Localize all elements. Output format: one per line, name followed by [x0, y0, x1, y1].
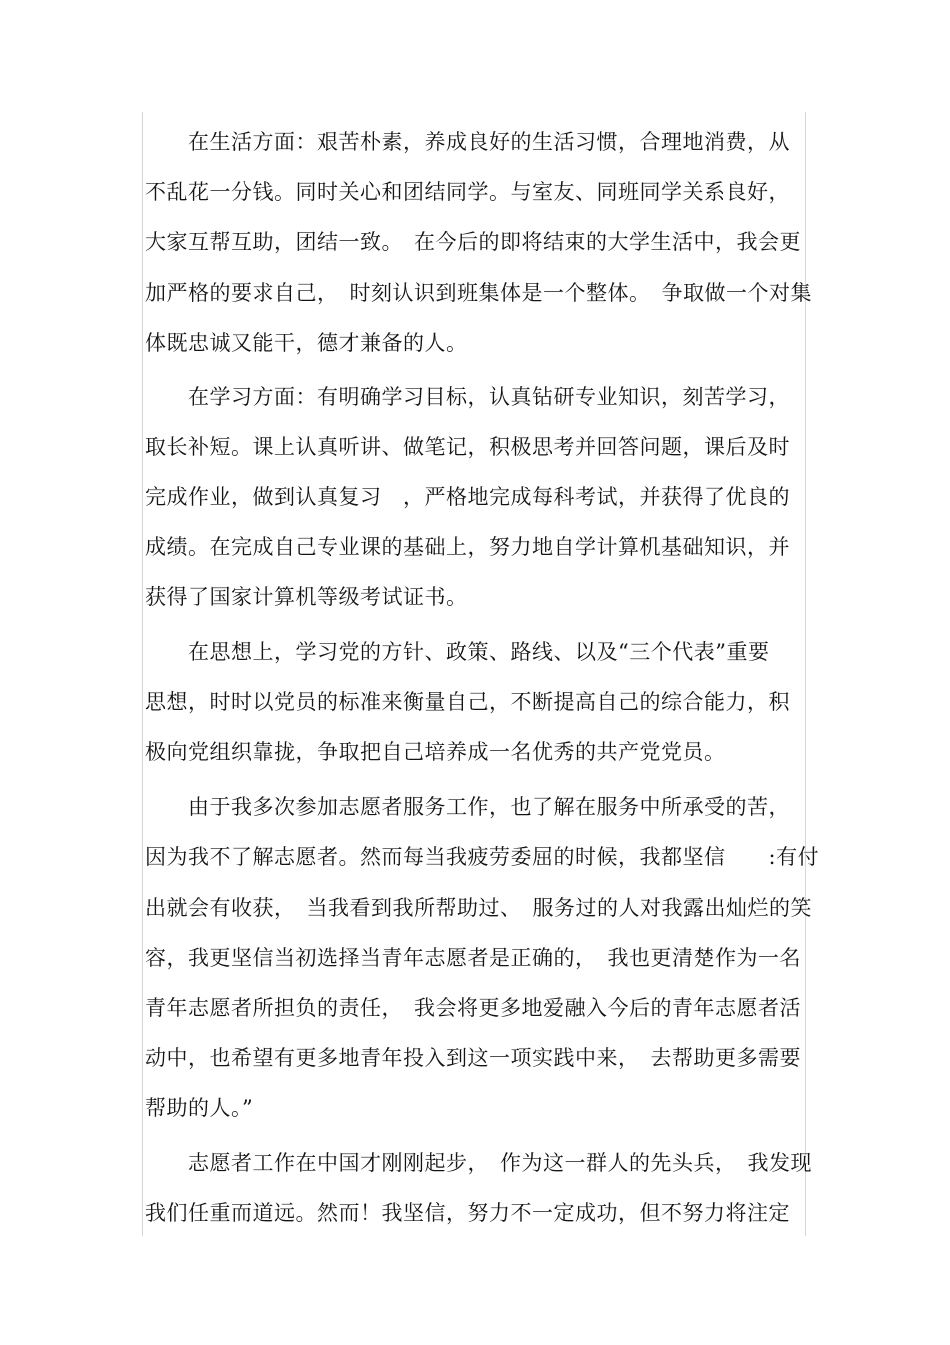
text-line: 获得了国家计算机等级考试证书。	[145, 585, 468, 609]
text-line: 志愿者工作在中国才刚刚起步， 作为这一群人的先头兵， 我发现	[145, 1151, 812, 1175]
text-line: 在生活方面：艰苦朴素，养成良好的生活习惯，合理地消费，从	[145, 130, 790, 154]
text-line: 加严格的要求自己， 时刻认识到班集体是一个整体。 争取做一个对集	[145, 281, 812, 305]
text-line: 由于我多次参加志愿者服务工作，也了解在服务中所承受的苦，	[145, 795, 790, 819]
text-line: 因为我不了解志愿者。然而每当我疲劳委屈的时候，我都坚信 :有付	[145, 845, 820, 869]
text-line: 完成作业，做到认真复习 ，严格地完成每科考试，并获得了优良的	[145, 485, 790, 509]
text-line: 思想，时时以党员的标准来衡量自己，不断提高自己的综合能力，积	[145, 690, 790, 714]
text-line: 在学习方面：有明确学习目标，认真钻研专业知识，刻苦学习，	[145, 385, 790, 409]
text-line: 不乱花一分钱。同时关心和团结同学。与室友、同班同学关系良好，	[145, 180, 790, 204]
text-line: 出就会有收获， 当我看到我所帮助过、 服务过的人对我露出灿烂的笑	[145, 896, 812, 920]
text-line: 容，我更坚信当初选择当青年志愿者是正确的， 我也更清楚作为一名	[145, 946, 801, 970]
text-line: 帮助的人。”	[145, 1096, 254, 1120]
text-line: 在思想上，学习党的方针、政策、路线、以及“三个代表”重要	[145, 640, 770, 664]
text-line: 取长补短。课上认真听讲、做笔记，积极思考并回答问题，课后及时	[145, 435, 790, 459]
text-line: 动中，也希望有更多地青年投入到这一项实践中来， 去帮助更多需要	[145, 1046, 801, 1070]
text-line: 极向党组织靠拢，争取把自己培养成一名优秀的共产党党员。	[145, 740, 726, 764]
text-line: 青年志愿者所担负的责任， 我会将更多地爱融入今后的青年志愿者活	[145, 996, 801, 1020]
text-line: 我们任重而道远。然而！我坚信，努力不一定成功，但不努力将注定	[145, 1201, 790, 1225]
text-line: 体既忠诚又能干，德才兼备的人。	[145, 331, 468, 355]
text-line: 大家互帮互助，团结一致。 在今后的即将结束的大学生活中，我会更	[145, 230, 801, 254]
text-line: 成绩。在完成自己专业课的基础上，努力地自学计算机基础知识，并	[145, 535, 790, 559]
